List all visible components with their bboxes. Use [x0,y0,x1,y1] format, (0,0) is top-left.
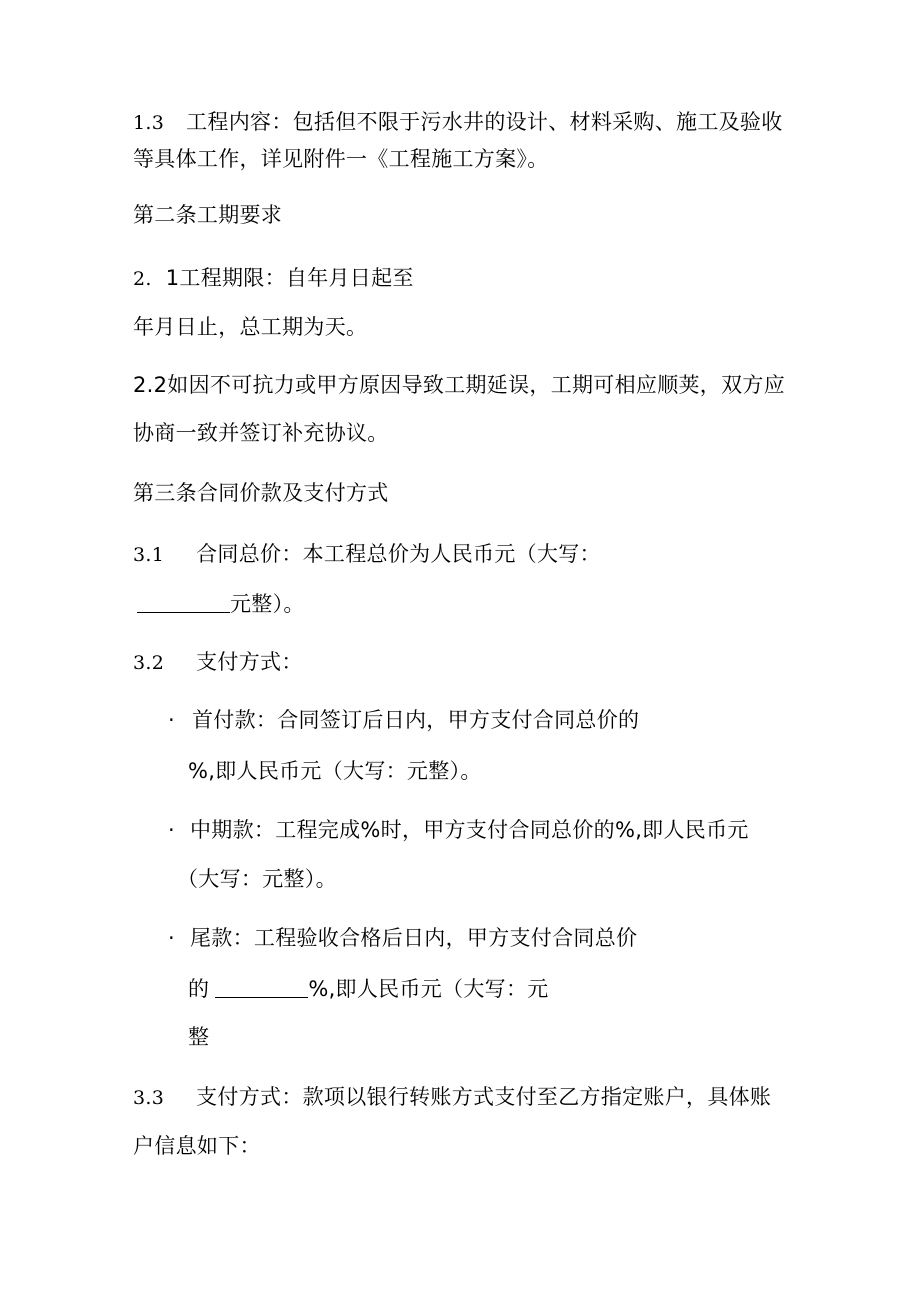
clause-2-1-continued [133,312,367,342]
clause-3-1-continued [137,589,305,619]
clause-number: 3.3 [133,1087,165,1109]
clause-number: 2. [133,268,152,290]
item-text: 的 [188,977,210,1001]
clause-3-3 [133,1082,771,1113]
clause-2-2-continued [133,418,389,448]
clause-text: 工程内容：包括但不限于污水井的设计、材料采购、施工及验收 [186,110,783,134]
clause-2-1 [133,263,414,294]
clause-text: 支付方式： [196,650,303,674]
clause-number: 1.3 [133,112,165,134]
clause-text: 2.2如因不可抗力或甲方原因导致工期延误，工期可相应顺荚，双方应 [133,373,785,397]
clause-3-2 [133,647,303,678]
item-text: 整 [188,1025,210,1049]
clause-text: 元整）。 [230,592,305,616]
item-text: 首付款：合同签订后日内，甲方支付合同总价的 [192,708,640,732]
clause-text: 1工程期限：自年月日起至 [165,266,414,290]
article-3-title: 第三条合同价款及支付方式 [133,481,389,505]
article-2-title: 第二条工期要求 [133,203,283,227]
item-text: 尾款：工程验收合格后日内，甲方支付合同总价 [190,926,638,950]
item-text: %,即人民币元（大写：元整）。 [188,759,482,783]
bullet-icon: · [168,708,175,732]
payment-item-final-continued [188,974,549,1004]
clause-text: 合同总价：本工程总价为人民币元（大写： [196,542,601,566]
clause-1-3-continued [133,144,549,174]
bullet-icon: · [168,926,175,950]
clause-3-1 [133,539,601,570]
clause-text: 户信息如下： [133,1134,261,1158]
payment-item-final-continued-2 [188,1022,209,1052]
clause-text: 年月日止，总工期为天。 [133,315,368,339]
bullet-icon: · [168,818,175,842]
payment-item-middle-continued [177,864,337,894]
item-text: 中期款：工程完成%时，甲方支付合同总价的%,即人民币元 [190,818,749,842]
clause-number: 3.2 [133,652,165,674]
blank-field [215,975,308,998]
payment-item-first-continued [188,756,482,786]
clause-number: 3.1 [133,544,165,566]
item-text: （大写：元整）。 [177,867,337,891]
clause-text: 等具体工作，详见附件一《工程施工方案》。 [133,147,549,171]
payment-item-final [190,923,637,953]
payment-item-middle [190,815,749,845]
clause-text: 协商一致并签订补充协议。 [133,421,389,445]
clause-2-2 [133,370,785,400]
item-text: %,即人民币元（大写：元 [308,977,549,1001]
clause-1-3 [133,107,783,138]
payment-item-first [192,705,639,735]
blank-field [137,590,230,613]
clause-text: 支付方式：款项以银行转账方式支付至乙方指定账户，具体账 [196,1085,772,1109]
clause-3-3-continued [133,1131,261,1161]
